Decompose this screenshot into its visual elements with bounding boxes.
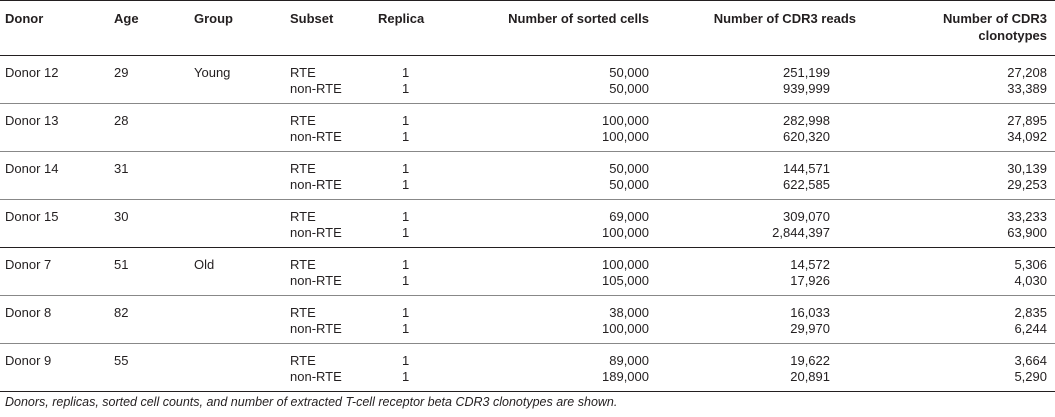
replica-cell: 1: [402, 273, 410, 288]
donor-cell: Donor 14: [5, 161, 59, 176]
table-row: [0, 273, 1055, 296]
group-cell-empty: [194, 369, 290, 392]
cdr3-clonotypes-cell: 27,208: [1007, 65, 1047, 80]
subset-cell: non-RTE: [290, 81, 342, 96]
cdr3-clonotypes-cell: 33,233: [1007, 209, 1047, 224]
cdr3-clonotypes-cell: 5,306: [1014, 257, 1047, 272]
donor-group: [0, 104, 1055, 152]
cdr3-clonotypes-cell: 63,900: [1007, 225, 1047, 240]
replica-cell: 1: [402, 81, 410, 96]
sorted-cells-cell: 50,000: [609, 65, 649, 80]
header-age: Age: [114, 11, 139, 26]
cdr3-reads-cell: 29,970: [790, 321, 830, 336]
group-cell: [194, 344, 290, 370]
subset-cell: non-RTE: [290, 369, 342, 384]
replica-cell: 1: [402, 305, 410, 320]
replica-cell: 1: [402, 225, 410, 240]
cdr3-clonotypes-cell: 34,092: [1007, 129, 1047, 144]
age-cell-empty: [104, 369, 194, 392]
age-cell: 30: [114, 209, 129, 224]
group-cell-empty: [194, 321, 290, 344]
subset-cell: RTE: [290, 305, 316, 320]
header-group: Group: [194, 11, 233, 26]
age-cell: 82: [114, 305, 129, 320]
age-cell: 51: [114, 257, 129, 272]
subset-cell: non-RTE: [290, 177, 342, 192]
age-cell-empty: [104, 81, 194, 104]
sorted-cells-cell: 100,000: [602, 225, 649, 240]
cdr3-reads-cell: 144,571: [783, 161, 830, 176]
replica-cell: 1: [402, 353, 410, 368]
subset-cell: non-RTE: [290, 321, 342, 336]
header-sorted-cells: Number of sorted cells: [508, 11, 649, 26]
table-row: [0, 225, 1055, 248]
replica-cell: 1: [402, 113, 410, 128]
group-cell-empty: [194, 273, 290, 296]
donor-cell: Donor 12: [5, 65, 59, 80]
cdr3-reads-cell: 17,926: [790, 273, 830, 288]
age-cell-empty: [104, 177, 194, 200]
subset-cell: RTE: [290, 161, 316, 176]
donor-group: [0, 296, 1055, 344]
sorted-cells-cell: 100,000: [602, 257, 649, 272]
age-cell-empty: [104, 225, 194, 248]
group-cell-empty: [194, 225, 290, 248]
header-donor: Donor: [5, 11, 44, 26]
header-cdr3-reads: Number of CDR3 reads: [713, 11, 856, 26]
donor-group: [0, 56, 1055, 104]
sorted-cells-cell: 50,000: [609, 177, 649, 192]
subset-cell: RTE: [290, 257, 316, 272]
donor-group: [0, 200, 1055, 248]
subset-cell: RTE: [290, 209, 316, 224]
table-row: [0, 56, 1055, 82]
sorted-cells-cell: 100,000: [602, 129, 649, 144]
sorted-cells-cell: 189,000: [602, 369, 649, 384]
cdr3-reads-cell: 19,622: [790, 353, 830, 368]
table-footnote: Donors, replicas, sorted cell counts, and number of extracted T-cell receptor beta CDR3 clonotypes are shown.: [5, 395, 618, 409]
cdr3-clonotypes-cell: 4,030: [1014, 273, 1047, 288]
cdr3-reads-cell: 282,998: [783, 113, 830, 128]
sorted-cells-cell: 100,000: [602, 321, 649, 336]
replica-cell: 1: [402, 321, 410, 336]
cdr3-reads-cell: 16,033: [790, 305, 830, 320]
subset-cell: non-RTE: [290, 273, 342, 288]
donor-cell-empty: [0, 225, 104, 248]
donor-cell-empty: [0, 321, 104, 344]
donor-cell: Donor 7: [5, 257, 52, 272]
cdr3-clonotypes-cell: 6,244: [1014, 321, 1047, 336]
header-replica: Replica: [378, 11, 425, 26]
subset-cell: RTE: [290, 353, 316, 368]
cdr3-reads-cell: 939,999: [783, 81, 830, 96]
subset-cell: RTE: [290, 65, 316, 80]
table-row: [0, 129, 1055, 152]
cdr3-reads-cell: 20,891: [790, 369, 830, 384]
age-cell: 55: [114, 353, 129, 368]
sorted-cells-cell: 38,000: [609, 305, 649, 320]
cdr3-clonotypes-cell: 30,139: [1007, 161, 1047, 176]
replica-cell: 1: [402, 257, 410, 272]
cdr3-clonotypes-cell: 3,664: [1014, 353, 1047, 368]
cdr3-clonotypes-cell: 5,290: [1014, 369, 1047, 384]
cdr3-reads-cell: 251,199: [783, 65, 830, 80]
group-cell: [194, 104, 290, 130]
age-cell-empty: [104, 129, 194, 152]
donor-cell: Donor 13: [5, 113, 59, 128]
donor-cell-empty: [0, 273, 104, 296]
header-cdr3-clonotypes: [894, 1, 1055, 56]
group-cell: [194, 152, 290, 178]
donor-cell: Donor 9: [5, 353, 52, 368]
subset-cell: RTE: [290, 113, 316, 128]
cdr3-clonotypes-cell: 2,835: [1014, 305, 1047, 320]
cdr3-clonotypes-cell: 27,895: [1007, 113, 1047, 128]
table-row: [0, 177, 1055, 200]
table-row: [0, 152, 1055, 178]
donor-cell: Donor 15: [5, 209, 59, 224]
donor-group: [0, 344, 1055, 392]
replica-cell: 1: [402, 177, 410, 192]
cdr3-reads-cell: 309,070: [783, 209, 830, 224]
donor-cell-empty: [0, 177, 104, 200]
header-cdr3-clonotypes-line2: clonotypes: [978, 28, 1047, 43]
header-row: [0, 1, 1055, 56]
donor-group: [0, 152, 1055, 200]
group-cell-empty: [194, 81, 290, 104]
subset-cell: non-RTE: [290, 129, 342, 144]
sorted-cells-cell: 100,000: [602, 113, 649, 128]
table-row: [0, 81, 1055, 104]
replica-cell: 1: [402, 129, 410, 144]
cdr3-reads-cell: 2,844,397: [772, 225, 830, 240]
group-cell: [194, 200, 290, 226]
header-cdr3-clonotypes-line1: Number of CDR3: [942, 11, 1047, 26]
subset-cell: non-RTE: [290, 225, 342, 240]
group-cell: Young: [194, 65, 231, 80]
replica-cell: 1: [402, 65, 410, 80]
donor-cell-empty: [0, 81, 104, 104]
donor-cell: Donor 8: [5, 305, 52, 320]
group-cell-empty: [194, 129, 290, 152]
group-cell: Old: [194, 257, 215, 272]
table-row: [0, 321, 1055, 344]
age-cell: 29: [114, 65, 129, 80]
age-cell: 28: [114, 113, 129, 128]
header-subset: Subset: [290, 11, 334, 26]
cdr3-reads-cell: 622,585: [783, 177, 830, 192]
table-header: [0, 1, 1055, 56]
table-row: [0, 369, 1055, 392]
group-cell-empty: [194, 177, 290, 200]
group-cell: [194, 296, 290, 322]
donor-cell-empty: [0, 129, 104, 152]
sorted-cells-cell: 69,000: [609, 209, 649, 224]
cdr3-reads-cell: 14,572: [790, 257, 830, 272]
replica-cell: 1: [402, 161, 410, 176]
table-row: [0, 344, 1055, 370]
sorted-cells-cell: 105,000: [602, 273, 649, 288]
table-row: [0, 248, 1055, 274]
donor-cell-empty: [0, 369, 104, 392]
sorted-cells-cell: 50,000: [609, 161, 649, 176]
replica-cell: 1: [402, 209, 410, 224]
replica-cell: 1: [402, 369, 410, 384]
cdr3-clonotypes-cell: 29,253: [1007, 177, 1047, 192]
table-row: [0, 104, 1055, 130]
age-cell-empty: [104, 273, 194, 296]
age-cell: 31: [114, 161, 129, 176]
sorted-cells-cell: 50,000: [609, 81, 649, 96]
table-row: [0, 200, 1055, 226]
table-row: [0, 296, 1055, 322]
cdr3-reads-cell: 620,320: [783, 129, 830, 144]
donor-group: [0, 248, 1055, 296]
sorted-cells-cell: 89,000: [609, 353, 649, 368]
age-cell-empty: [104, 321, 194, 344]
cdr3-clonotypes-cell: 33,389: [1007, 81, 1047, 96]
